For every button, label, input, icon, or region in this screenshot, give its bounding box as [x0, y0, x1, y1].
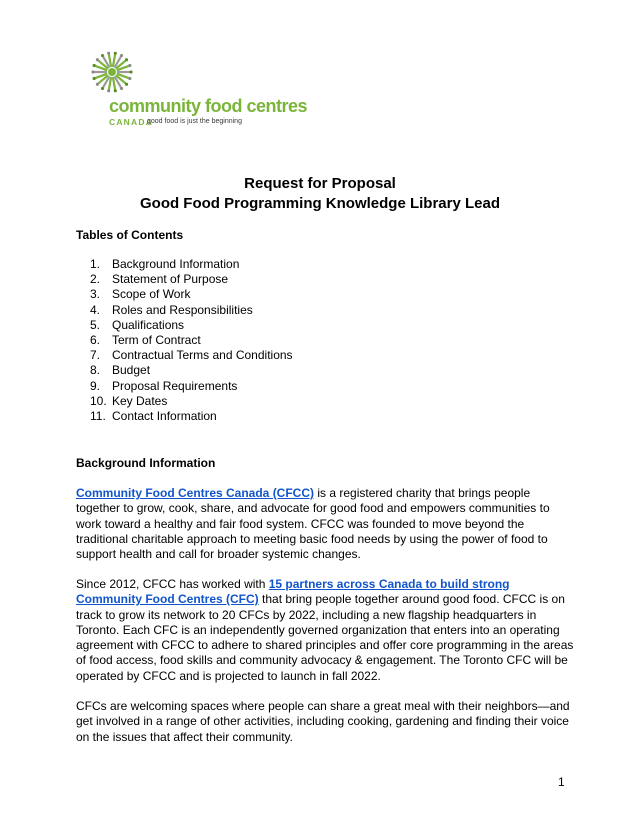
toc-item-number: 9. — [90, 378, 101, 393]
background-paragraph-1 — [76, 486, 576, 562]
toc-item-label: Contact Information — [112, 409, 217, 424]
logo-wordmark: community food centres — [109, 96, 308, 116]
toc-item — [90, 303, 293, 318]
toc-item-number: 6. — [90, 333, 101, 348]
toc-item-number: 10. — [90, 393, 107, 408]
toc-item-label: Roles and Responsibilities — [112, 302, 253, 317]
toc-item-number: 2. — [90, 272, 101, 287]
toc-item-number: 3. — [90, 287, 101, 302]
toc-item-label: Key Dates — [112, 393, 168, 408]
paragraph-text: Since 2012, CFCC has worked with — [76, 577, 269, 591]
toc-item — [90, 409, 293, 424]
paragraph-text: that bring people together around good food. CFCC is on track to grow its network to 20 CFCs by 2022, including a new flagship headquarters in Toronto. Each CFC is an independently governed organization that enters into an operating agreement with CFCC to adhere to shared principles and offer core programming in the areas of food access, food skills and community advocacy & engagement. The Toronto CFC will be operated by CFCC and is projected to launch in fall 2022. — [76, 592, 574, 683]
toc-item — [90, 318, 293, 333]
document-title: Request for Proposal — [244, 175, 396, 192]
document-subtitle: Good Food Programming Knowledge Library Lead — [139, 195, 501, 212]
toc-item — [90, 272, 293, 287]
toc-item — [90, 363, 293, 378]
logo-tagline: good food is just the beginning — [147, 118, 242, 125]
toc-item-number: 7. — [90, 348, 101, 363]
background-paragraph-2 — [76, 577, 576, 684]
toc-item-number: 1. — [90, 257, 101, 271]
toc-item-number: 4. — [90, 302, 101, 317]
toc-item — [90, 287, 293, 302]
toc-item-label: Statement of Purpose — [112, 272, 229, 287]
background-heading: Background Information — [76, 456, 216, 470]
toc-heading: Tables of Contents — [76, 228, 184, 242]
flower-logo-icon — [86, 50, 146, 96]
page-number: 1 — [558, 775, 565, 789]
table-of-contents — [90, 257, 293, 424]
toc-item — [90, 379, 293, 394]
toc-item-label: Budget — [112, 363, 151, 378]
toc-item-number: 11. — [90, 409, 106, 424]
toc-item — [90, 348, 293, 363]
cfcc-logo — [86, 50, 308, 130]
toc-item-number: 5. — [90, 317, 101, 332]
paragraph-text: is a registered charity that brings people together to grow, cook, share, and advocate for good food and empowers communities to work toward a healthy and fair food system. CFCC was founded to move beyond the traditional charitable approach to meeting basic food needs by using the power of food to support health and call for broader systemic changes. — [76, 486, 550, 562]
toc-item-number: 8. — [90, 363, 101, 378]
background-paragraph-3: CFCs are welcoming spaces where people can share a great meal with their neighbors—and get involved in a range of other activities, including cooking, gardening and finding their voice on the issues that affect their community. — [76, 699, 570, 744]
toc-item-label: Term of Contract — [112, 333, 201, 348]
cfcc-link[interactable]: Community Food Centres Canada (CFCC) — [76, 486, 315, 500]
toc-item — [90, 257, 293, 272]
toc-item-label: Scope of Work — [112, 287, 191, 302]
toc-item-label: Contractual Terms and Conditions — [112, 348, 293, 363]
logo-country: CANADA — [109, 117, 154, 127]
toc-item-label: Qualifications — [112, 317, 185, 332]
toc-item-label: Background Information — [112, 257, 240, 271]
toc-item — [90, 333, 293, 348]
toc-item — [90, 394, 293, 409]
partners-link[interactable]: 15 partners across Canada to build strong Community Food Centres (CFC) — [76, 577, 510, 607]
toc-item-label: Proposal Requirements — [112, 378, 238, 393]
